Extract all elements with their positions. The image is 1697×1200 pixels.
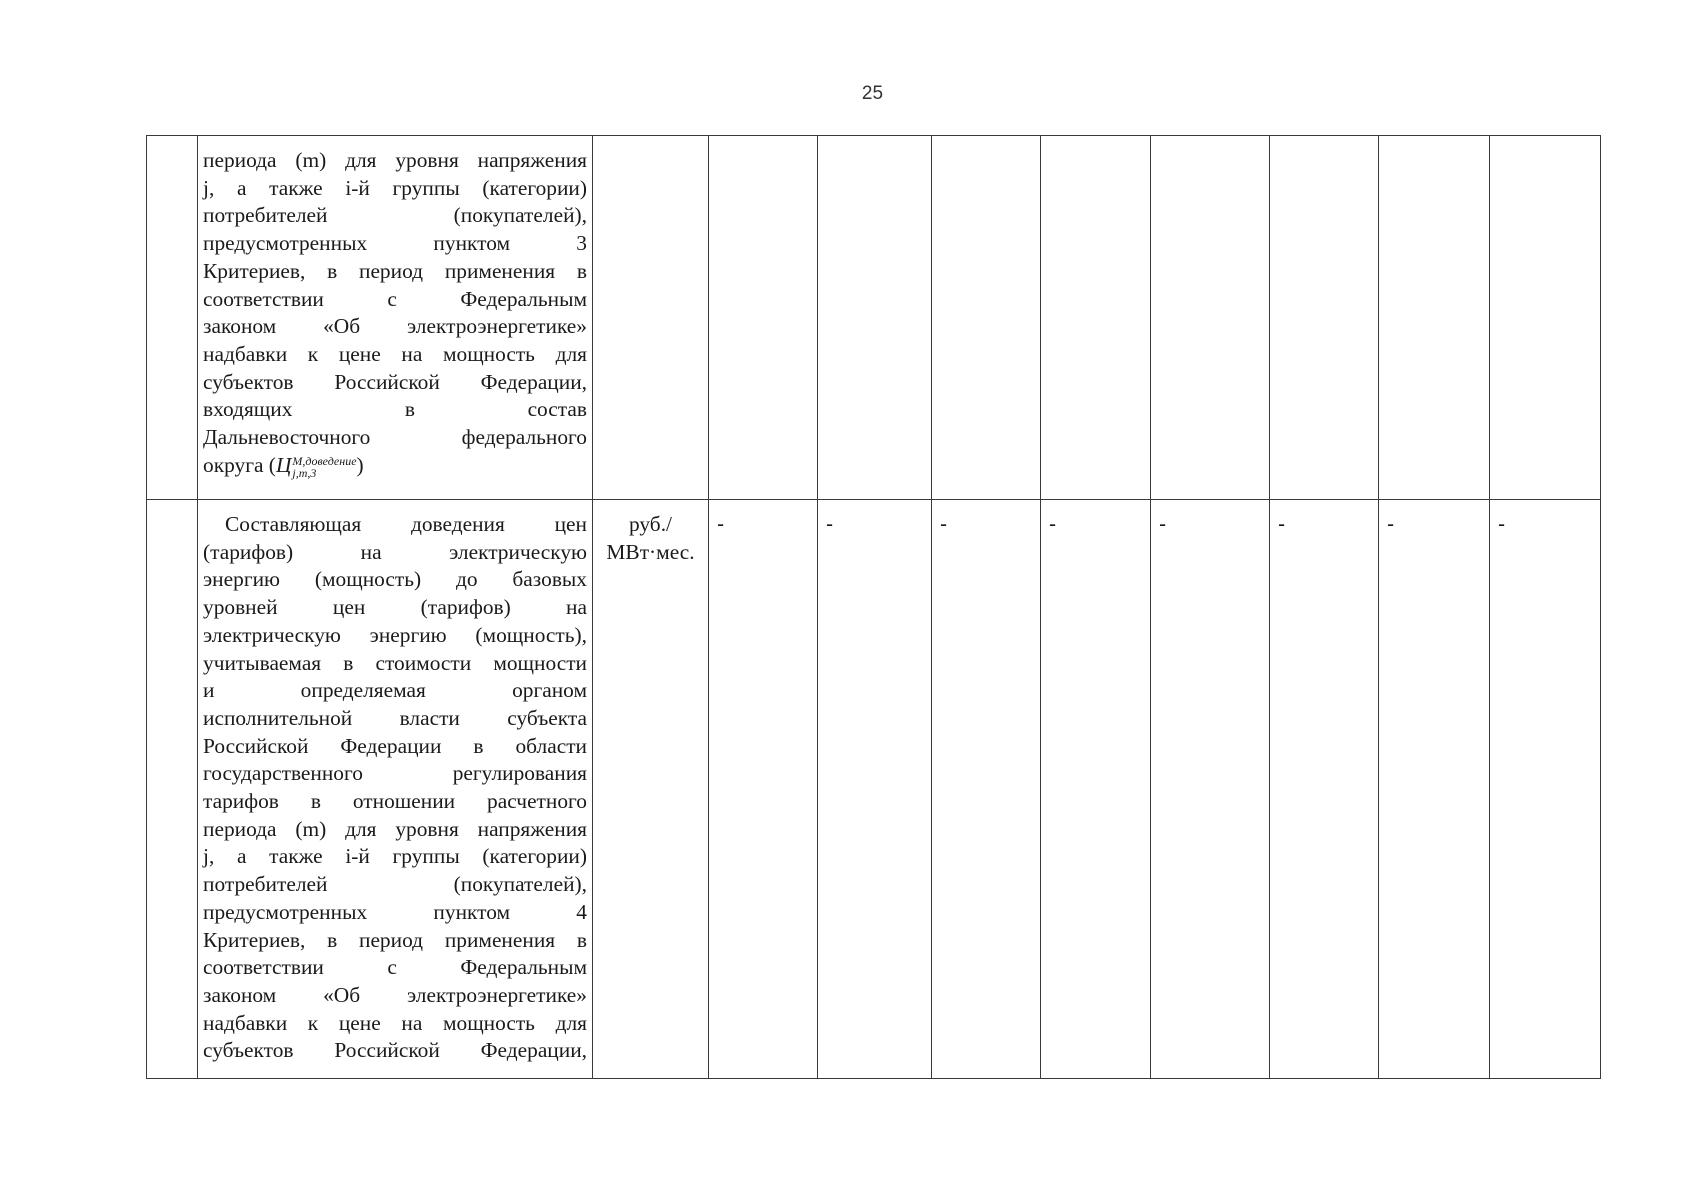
value-cell — [1041, 136, 1151, 500]
table-row — [147, 500, 1601, 1079]
text-line: исполнительной власти субъекта — [203, 705, 587, 730]
value-cell: - — [1379, 500, 1490, 1079]
text-line: учитываемая в стоимости мощности — [203, 650, 587, 675]
table-row — [147, 136, 1601, 500]
value-cell: - — [818, 500, 932, 1079]
formula-prefix: округа ( — [203, 452, 276, 477]
value-cell — [1490, 136, 1601, 500]
value-cell — [1270, 136, 1379, 500]
value-cell — [709, 136, 818, 500]
text-line: Критериев, в период применения в — [203, 927, 587, 952]
text-line: энергию (мощность) до базовых — [203, 567, 587, 592]
unit-cell — [593, 500, 709, 1079]
formula-superscript: M,доведение — [292, 453, 357, 468]
unit-label: руб./ — [628, 512, 672, 536]
text-line: периода (m) для уровня напряжения — [203, 816, 587, 841]
description-cell — [198, 136, 593, 500]
value-cell: - — [1151, 500, 1270, 1079]
value-cell — [932, 136, 1041, 500]
unit-cell — [593, 136, 709, 500]
text-line: (тарифов) на электрическую — [203, 539, 587, 564]
text-line: Российской Федерации в области — [203, 733, 587, 758]
text-line: потребителей (покупателей), — [203, 872, 587, 897]
row-number-cell — [147, 136, 198, 500]
text-line-with-formula — [203, 452, 587, 480]
text-line: субъектов Российской Федерации, — [203, 1038, 587, 1063]
text-line: электрическую энергию (мощность), — [203, 622, 587, 647]
formula-base: Ц — [275, 452, 292, 477]
text-line: периода (m) для уровня напряжения — [203, 148, 587, 172]
page-number: 25 — [861, 83, 884, 104]
value-cell: - — [1041, 500, 1151, 1079]
text-line: входящих в состав — [203, 397, 587, 422]
text-line: потребителей (покупателей), — [203, 203, 587, 228]
value-cell: - — [1490, 500, 1601, 1079]
value-cell: - — [932, 500, 1041, 1079]
text-line: тарифов в отношении расчетного — [203, 789, 587, 814]
formula-suffix: ) — [356, 452, 364, 477]
text-line: j, а также i-й группы (категории) — [203, 175, 587, 200]
unit-label: МВт·мес. — [606, 539, 695, 564]
text-line: надбавки к цене на мощность для — [203, 341, 587, 366]
text-line: уровней цен (тарифов) на — [203, 595, 587, 620]
text-line: Дальневосточного федерального — [203, 425, 587, 450]
price-formula — [276, 452, 357, 480]
value-cell: - — [709, 500, 818, 1079]
text-line: Составляющая доведения цен — [225, 512, 587, 536]
tariff-table — [146, 135, 1601, 1079]
value-cell — [818, 136, 932, 500]
text-line: государственного регулирования — [203, 761, 587, 786]
value-cell — [1379, 136, 1490, 500]
formula-subscript: j,m,3 — [292, 465, 317, 480]
row-number-cell — [147, 500, 198, 1079]
text-line: надбавки к цене на мощность для — [203, 1010, 587, 1035]
text-line: Критериев, в период применения в — [203, 258, 587, 283]
value-cell — [1151, 136, 1270, 500]
text-line: предусмотренных пунктом 3 — [203, 231, 587, 256]
text-line: соответствии с Федеральным — [203, 955, 587, 980]
text-line: соответствии с Федеральным — [203, 286, 587, 311]
text-line: и определяемая органом — [203, 678, 587, 703]
value-cell: - — [1270, 500, 1379, 1079]
description-cell — [198, 500, 593, 1079]
text-line: субъектов Российской Федерации, — [203, 369, 587, 394]
text-line: j, а также i-й группы (категории) — [203, 844, 587, 869]
text-line: законом «Об электроэнергетике» — [203, 982, 587, 1007]
text-line: законом «Об электроэнергетике» — [203, 314, 587, 339]
text-line: предусмотренных пунктом 4 — [203, 899, 587, 924]
